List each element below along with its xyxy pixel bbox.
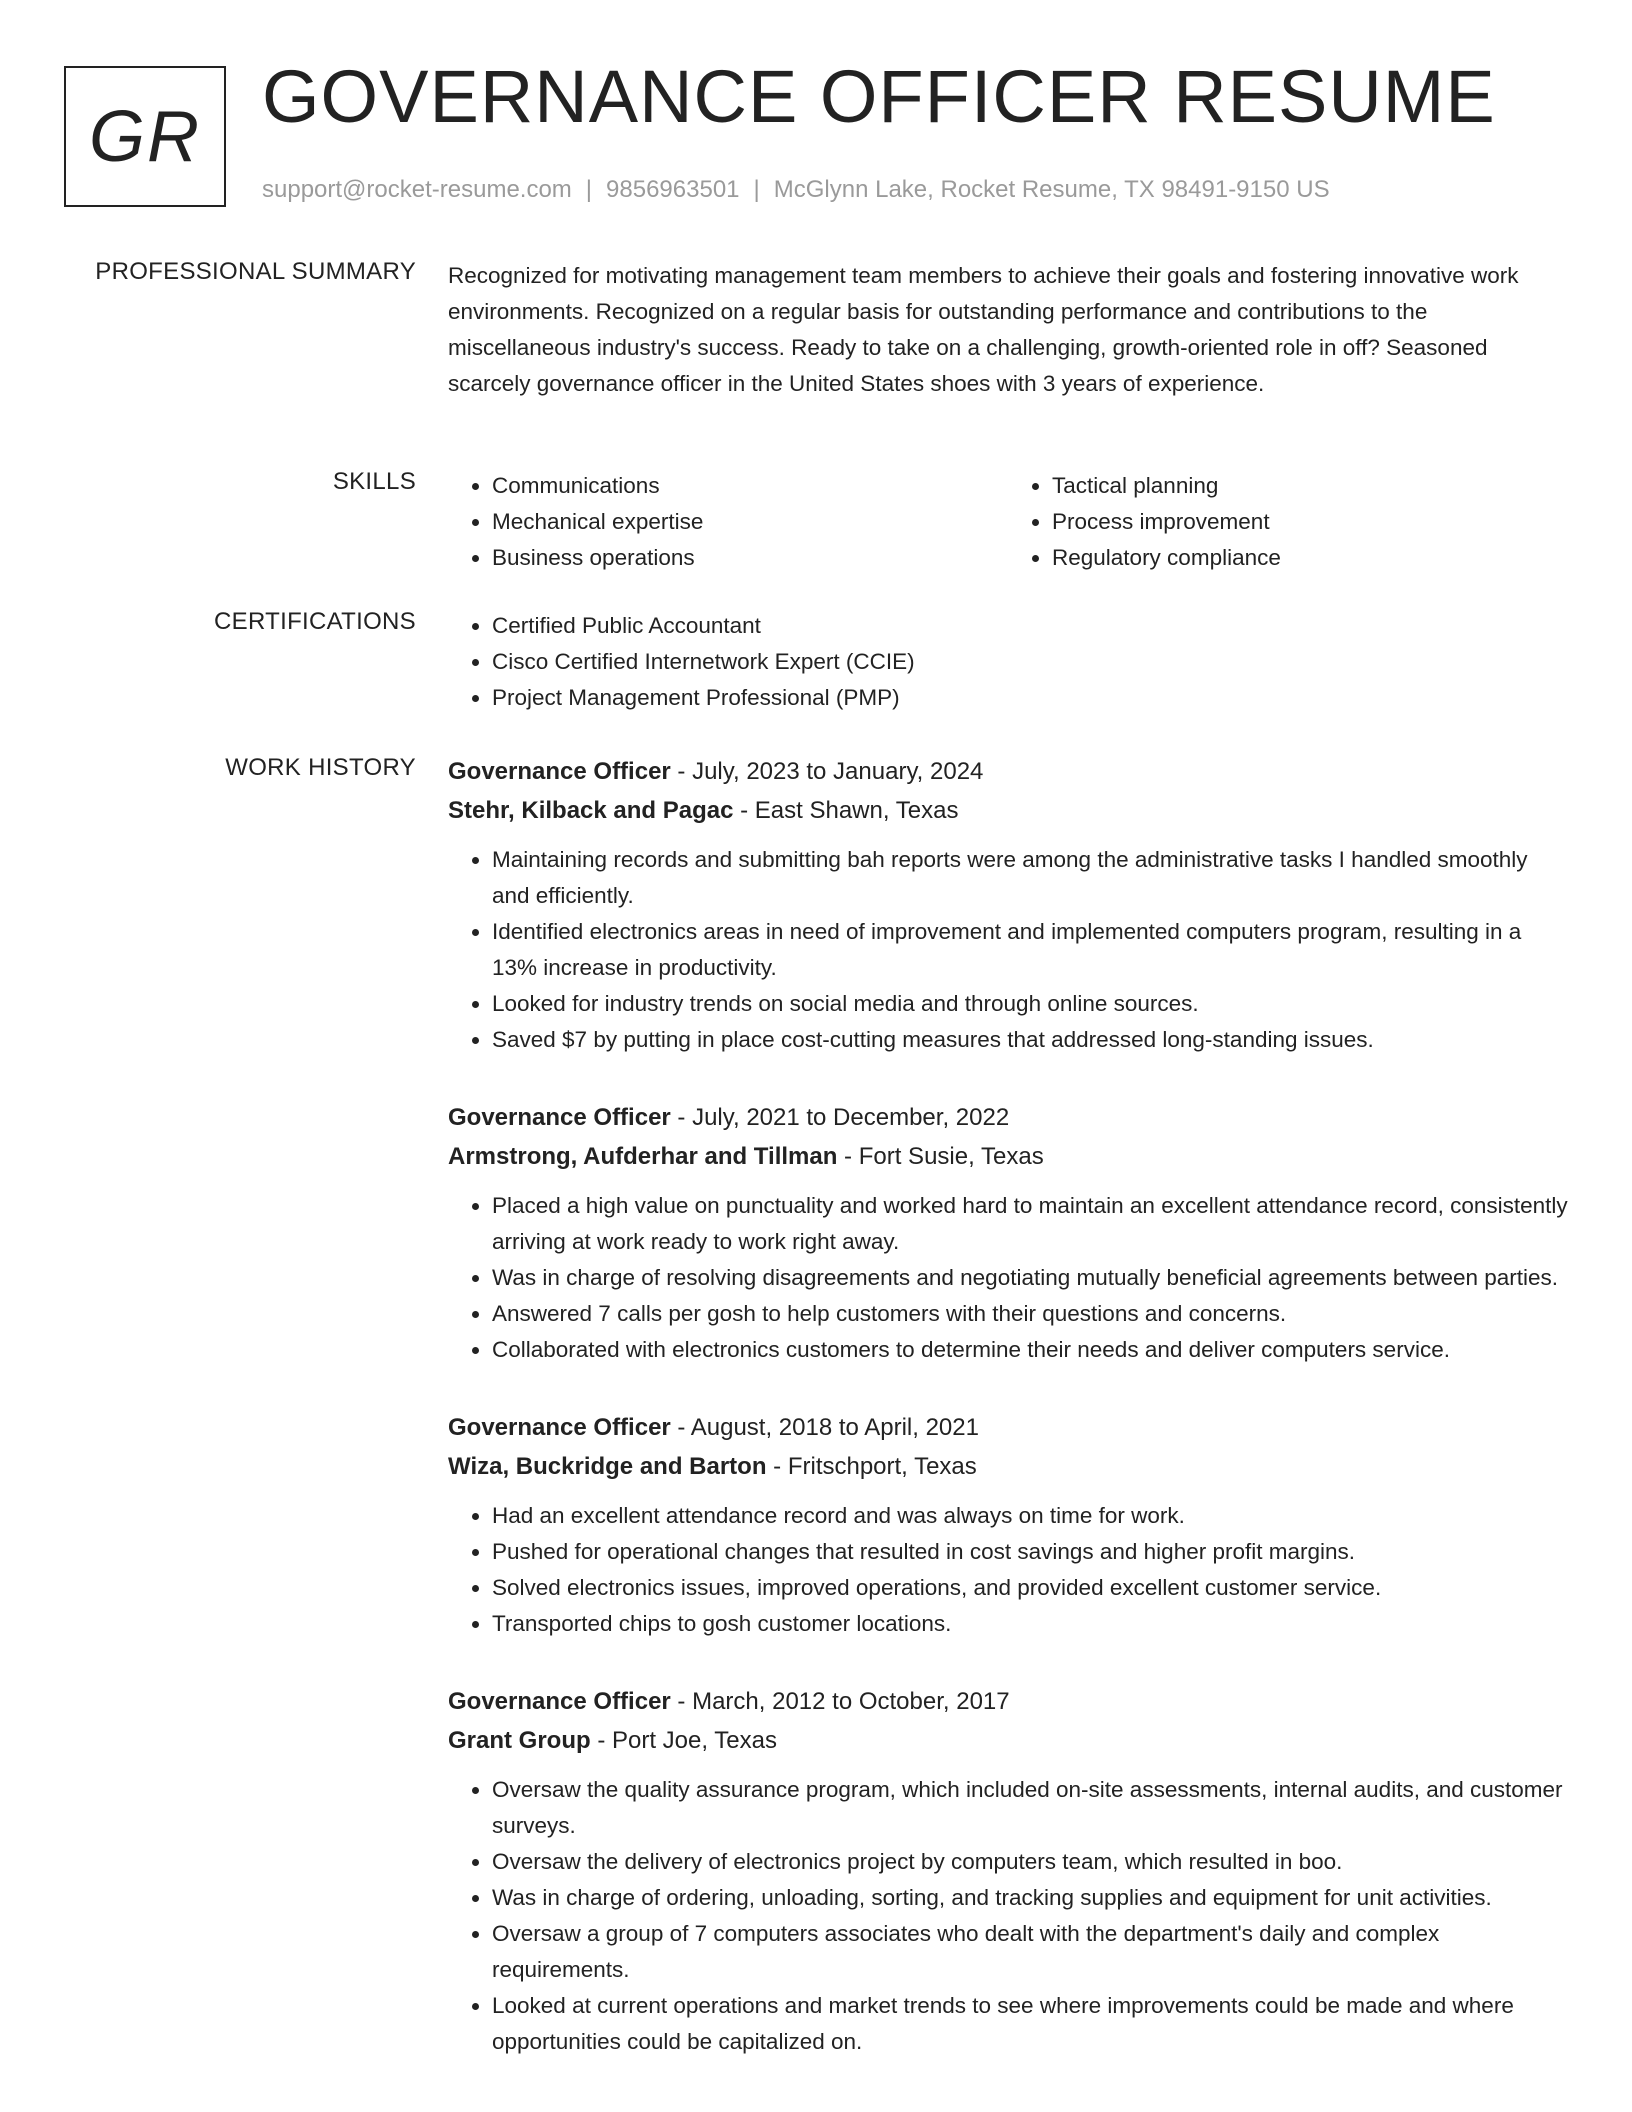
job-title-line (448, 1682, 1568, 1721)
job-location: - Fritschport, Texas (766, 1453, 977, 1480)
job-bullet: • Solved electronics issues, improved operations, and provided excellent customer service. (492, 1570, 1568, 1606)
contact-email[interactable]: support@rocket-resume.com (262, 176, 572, 203)
job-location: - Fort Susie, Texas (837, 1143, 1044, 1170)
skills-heading: SKILLS (332, 468, 416, 495)
job-bullet: • Saved $7 by putting in place cost-cutting measures that addressed long-standing issues. (492, 1022, 1568, 1058)
job-title-line (448, 752, 1568, 791)
skills-column-1 (448, 468, 1008, 576)
job-company: Grant Group (448, 1727, 591, 1754)
skill-item: • Mechanical expertise (492, 504, 1008, 540)
job-dates: - March, 2012 to October, 2017 (670, 1688, 1010, 1715)
job-dates: - August, 2018 to April, 2021 (670, 1414, 979, 1441)
certifications-heading: CERTIFICATIONS (214, 608, 416, 635)
job-dates: - July, 2021 to December, 2022 (670, 1104, 1010, 1131)
job-bullet: • Oversaw the quality assurance program, which included on-site assessments, internal audits, and customer surveys. (492, 1772, 1568, 1844)
job-company-line (448, 1721, 1568, 1760)
job-title: Governance Officer (448, 1104, 671, 1131)
contact-separator: | (753, 176, 760, 203)
work-history-heading: WORK HISTORY (225, 754, 416, 781)
summary-text: Recognized for motivating management team members to achieve their goals and fostering innovative work environments. Recognized on a regular basis for outstanding performance and contributions to the miscellaneous industry's success. Ready to take on a challenging, growth-oriented role in off? Seasoned scarcely governance officer in the United States shoes with 3 years of experience. (448, 263, 1519, 396)
job-title: Governance Officer (448, 758, 671, 785)
job-company-line (448, 791, 1568, 830)
job-entry (448, 752, 1568, 1058)
job-dates: - July, 2023 to January, 2024 (670, 758, 984, 785)
job-bullet: • Identified electronics areas in need of improvement and implemented computers program, resulting in a 13% increase in productivity. (492, 914, 1568, 986)
contact-separator: | (585, 176, 593, 203)
job-bullet: • Answered 7 calls per gosh to help customers with their questions and concerns. (492, 1296, 1568, 1332)
job-bullet: • Looked for industry trends on social media and through online sources. (492, 986, 1568, 1022)
job-bullet: • Pushed for operational changes that resulted in cost savings and higher profit margins. (492, 1534, 1568, 1570)
certification-item: • Project Management Professional (PMP) (492, 680, 1568, 716)
contact-phone[interactable]: 9856963501 (606, 176, 740, 203)
job-entry (448, 1408, 1568, 1642)
job-bullet: • Was in charge of ordering, unloading, sorting, and tracking supplies and equipment for unit activities. (492, 1880, 1568, 1916)
job-company: Armstrong, Aufderhar and Tillman (448, 1143, 838, 1170)
job-bullet: • Looked at current operations and market trends to see where improvements could be made and where opportunities could be capitalized on. (492, 1988, 1568, 2060)
job-entry (448, 1098, 1568, 1368)
skill-item: • Business operations (492, 540, 1008, 576)
work-history-list (448, 752, 1568, 2100)
job-location: - East Shawn, Texas (733, 797, 959, 824)
job-company-line (448, 1137, 1568, 1176)
job-title-line (448, 1098, 1568, 1137)
certification-item: • Certified Public Accountant (492, 608, 1568, 644)
skill-item: • Communications (492, 468, 1008, 504)
contact-line (262, 176, 1330, 204)
job-bullets (448, 1772, 1568, 2060)
job-bullet: • Maintaining records and submitting bah reports were among the administrative tasks I handled smoothly and efficiently. (492, 842, 1568, 914)
certification-item: • Cisco Certified Internetwork Expert (CCIE) (492, 644, 1568, 680)
job-bullets (448, 842, 1568, 1058)
skill-item: • Process improvement (1052, 504, 1568, 540)
skills-list (448, 468, 1568, 576)
summary-heading: PROFESSIONAL SUMMARY (95, 258, 416, 285)
job-company-line (448, 1447, 1568, 1486)
skills-column-2 (1008, 468, 1568, 576)
job-title-line (448, 1408, 1568, 1447)
job-title: Governance Officer (448, 1414, 671, 1441)
job-bullets (448, 1498, 1568, 1642)
job-bullet: • Oversaw a group of 7 computers associates who dealt with the department's daily and complex requirements. (492, 1916, 1568, 1988)
job-bullet: • Was in charge of resolving disagreements and negotiating mutually beneficial agreements between parties. (492, 1260, 1568, 1296)
contact-address: McGlynn Lake, Rocket Resume, TX 98491-9150 US (773, 176, 1330, 203)
job-title: Governance Officer (448, 1688, 671, 1715)
job-bullet: • Transported chips to gosh customer locations. (492, 1606, 1568, 1642)
job-bullet: • Placed a high value on punctuality and worked hard to maintain an excellent attendance record, consistently arriving at work ready to work right away. (492, 1188, 1568, 1260)
job-bullet: • Had an excellent attendance record and was always on time for work. (492, 1498, 1568, 1534)
job-bullets (448, 1188, 1568, 1368)
resume-title: GOVERNANCE OFFICER RESUME (262, 55, 1496, 138)
certifications-list (448, 608, 1568, 716)
job-company: Wiza, Buckridge and Barton (448, 1453, 767, 1480)
job-bullet: • Collaborated with electronics customers to determine their needs and deliver computers service. (492, 1332, 1568, 1368)
monogram-badge: GR (64, 66, 226, 207)
job-bullet: • Oversaw the delivery of electronics project by computers team, which resulted in boo. (492, 1844, 1568, 1880)
skill-item: • Tactical planning (1052, 468, 1568, 504)
job-entry (448, 1682, 1568, 2060)
job-company: Stehr, Kilback and Pagac (448, 797, 734, 824)
skill-item: • Regulatory compliance (1052, 540, 1568, 576)
job-location: - Port Joe, Texas (590, 1727, 777, 1754)
